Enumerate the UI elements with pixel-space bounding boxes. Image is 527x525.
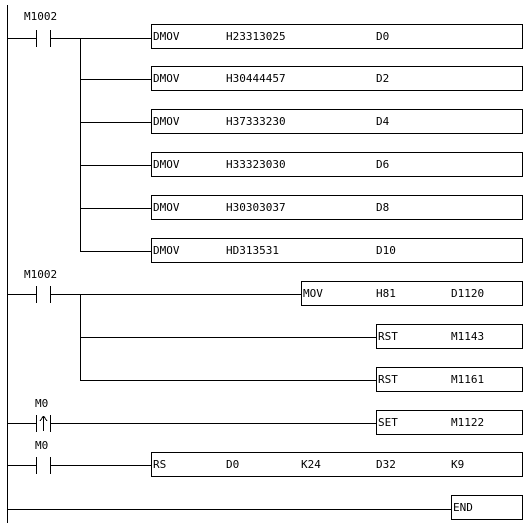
normally-open-contact[interactable] xyxy=(7,30,151,47)
contact-label: M1002 xyxy=(24,10,58,23)
instruction-operand: D2 xyxy=(376,72,390,85)
instruction-box[interactable] xyxy=(377,368,523,392)
instruction-operand: H33323030 xyxy=(226,158,286,171)
instruction-box[interactable] xyxy=(152,153,523,177)
contact-label: M1002 xyxy=(24,268,58,281)
instruction-opcode: RST xyxy=(378,330,398,343)
instruction-operand: H81 xyxy=(376,287,396,300)
instruction-operand: D32 xyxy=(376,458,396,471)
instruction-box[interactable] xyxy=(377,325,523,349)
instruction-box[interactable] xyxy=(152,196,523,220)
instruction-box[interactable] xyxy=(152,110,523,134)
instruction-opcode: RST xyxy=(378,373,398,386)
branch-wires xyxy=(80,338,376,381)
instruction-operand: H23313025 xyxy=(226,30,286,43)
instruction-operand: K9 xyxy=(451,458,465,471)
contact-label: M0 xyxy=(35,439,49,452)
branch-wires xyxy=(80,80,151,252)
instruction-operand: D1120 xyxy=(451,287,485,300)
instruction-opcode: DMOV xyxy=(153,72,180,85)
instruction-operand: D8 xyxy=(376,201,390,214)
instruction-operand: H30303037 xyxy=(226,201,286,214)
normally-open-contact[interactable] xyxy=(7,286,301,303)
instruction-operand: M1143 xyxy=(451,330,485,343)
instruction-operand: K24 xyxy=(301,458,321,471)
instruction-operand: D10 xyxy=(376,244,396,257)
instruction-box[interactable] xyxy=(302,282,523,306)
end-instruction-box[interactable] xyxy=(452,496,523,520)
instruction-opcode: DMOV xyxy=(153,158,180,171)
instruction-operand: D0 xyxy=(226,458,240,471)
normally-open-contact[interactable] xyxy=(7,457,151,474)
instruction-opcode: DMOV xyxy=(153,201,180,214)
instruction-opcode: SET xyxy=(378,416,398,429)
instruction-box[interactable] xyxy=(152,453,523,477)
instruction-operand: M1161 xyxy=(451,373,485,386)
instruction-box[interactable] xyxy=(152,25,523,49)
instruction-operand: D0 xyxy=(376,30,390,43)
instruction-opcode: DMOV xyxy=(153,30,180,43)
instruction-operand: M1122 xyxy=(451,416,485,429)
instruction-operand: HD313531 xyxy=(226,244,279,257)
instruction-box[interactable] xyxy=(377,411,523,435)
instruction-opcode: END xyxy=(453,501,473,514)
instruction-opcode: DMOV xyxy=(153,244,180,257)
instruction-opcode: MOV xyxy=(303,287,323,300)
instruction-operand: D6 xyxy=(376,158,390,171)
instruction-box[interactable] xyxy=(152,239,523,263)
instruction-opcode: DMOV xyxy=(153,115,180,128)
rising-edge-contact[interactable] xyxy=(7,415,376,432)
contact-label: M0 xyxy=(35,397,49,410)
instruction-box[interactable] xyxy=(152,67,523,91)
instruction-operand: D4 xyxy=(376,115,390,128)
instruction-operand: H37333230 xyxy=(226,115,286,128)
instruction-opcode: RS xyxy=(153,458,167,471)
instruction-operand: H30444457 xyxy=(226,72,286,85)
